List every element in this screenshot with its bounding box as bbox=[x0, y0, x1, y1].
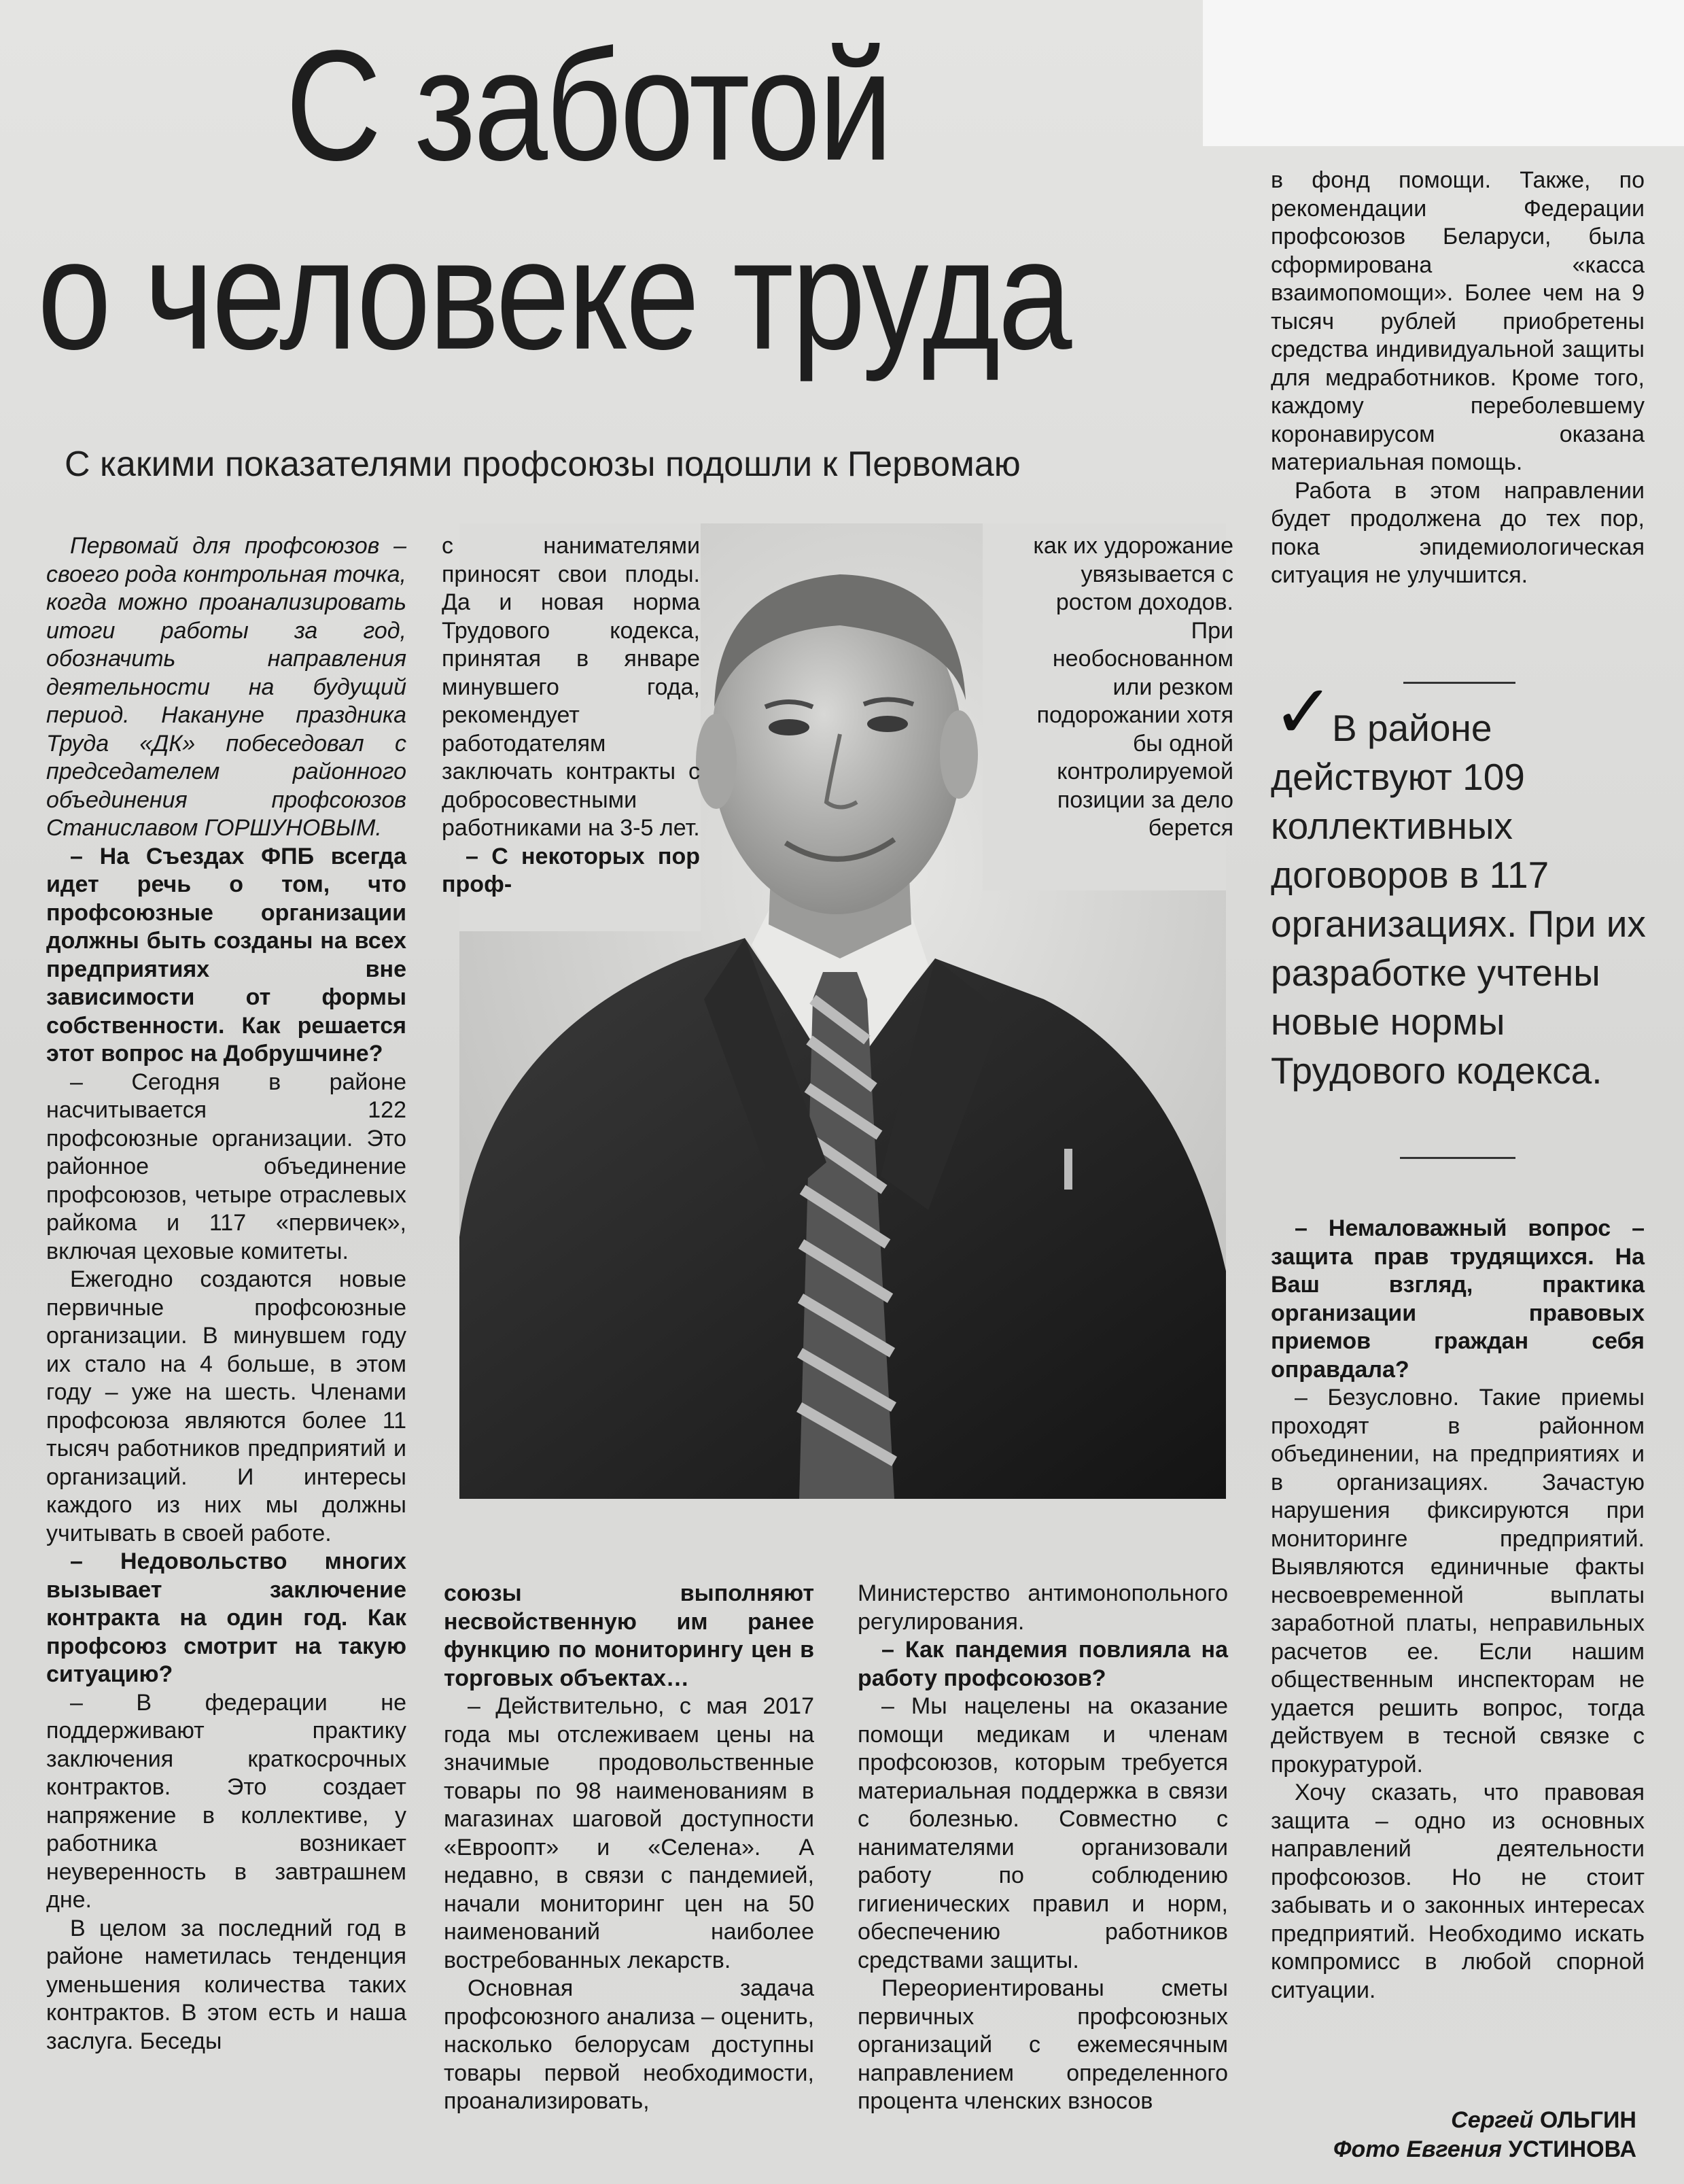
column-4-top bbox=[1271, 167, 1645, 590]
column-4-bottom bbox=[1271, 1215, 1645, 2005]
author-prefix: Сергей bbox=[1451, 2107, 1540, 2133]
question-3-start: – С некоторых пор проф- bbox=[442, 843, 700, 897]
column-3-continuation: Министерство антимонопольного регулирования. bbox=[858, 1580, 1228, 1635]
column-3-top bbox=[1016, 532, 1233, 843]
column-4-p2: Работа в этом направлении будет продолжена до тех пор, пока эпидемиологическая ситуация не улучшится. bbox=[1271, 477, 1645, 588]
headline-line-2: о человеке труда bbox=[37, 206, 1070, 383]
scan-blank-corner bbox=[1203, 0, 1684, 146]
quote-rule-top bbox=[1403, 682, 1515, 684]
answer-4-p1: – Мы нацелены на оказание помощи медикам и членам профсоюзов, которым требуется материальная поддержка в связи с болезнью. Совместно с нанимателями организовали работу по соблюдению гигиенических правил и норм, обеспечению работников средствами защиты. bbox=[858, 1693, 1228, 1973]
question-3-end: союзы выполняют несвойственную им ранее функцию по мониторингу цен в торговых объектах… bbox=[444, 1580, 814, 1691]
subtitle: С какими показателями профсоюзы подошли к Первомаю bbox=[65, 445, 1021, 484]
question-1: – На Съездах ФПБ всегда идет речь о том, что профсоюзные организации должны быть созданы на всех предприятиях вне зависимости от формы собственности. Как решается этот вопрос на Добрушчине? bbox=[46, 843, 406, 1067]
question-5: – Немаловажный вопрос – защита прав трудящихся. На Ваш взгляд, практика организации правовых приемов граждан себя оправдала? bbox=[1271, 1215, 1645, 1383]
photo-name: УСТИНОВА bbox=[1508, 2136, 1636, 2162]
answer-1-p2: Ежегодно создаются новые первичные профсоюзные организации. В минувшем году их стало на 4 больше, в этом году – уже на шесть. Членами профсоюза являются более 11 тысяч работников предприятий и организаций. И интересы каждого из них мы должны учитывать в своей работе. bbox=[46, 1266, 406, 1546]
answer-1-p1: – Сегодня в районе насчитывается 122 профсоюзные организации. Это районное объединение профсоюзов, четыре отраслевых райкома и 117 «первичек», включая цеховые комитеты. bbox=[46, 1069, 406, 1264]
answer-3-p2: Основная задача профсоюзного анализа – оценить, насколько белорусам доступны товары первой необходимости, проанализировать, bbox=[444, 1975, 814, 2114]
answer-4-p2: Переориентированы сметы первичных профсоюзных организаций с ежемесячным направлением определенного процента членских взносов bbox=[858, 1975, 1228, 2114]
answer-3-p1: – Действительно, с мая 2017 года мы отслеживаем цены на значимые продовольственные товары по 98 наименованиям в магазинах шаговой доступности «Евроопт» и «Селена». А недавно, в связи с пандемией, начали мониторинг цен на 50 наименований наиболее востребованных лекарств. bbox=[444, 1693, 814, 1973]
author-name: ОЛЬГИН bbox=[1539, 2107, 1636, 2133]
column-4-p1: в фонд помощи. Также, по рекомендации Федерации профсоюзов Беларуси, была сформирована «касса взаимопомощи». Более чем на 9 тысяч рублей приобретены средства индивидуальной защиты для медработников. Кроме того, каждому переболевшему коронавирусом оказана материальная помощь. bbox=[1271, 167, 1645, 475]
question-4: – Как пандемия повлияла на работу профсоюзов? bbox=[858, 1637, 1228, 1691]
column-2-top bbox=[442, 532, 700, 899]
photo-credit bbox=[1333, 2136, 1636, 2163]
column-2-top-text: с нанимателями приносят свои плоды. Да и новая норма Трудового кодекса, принятая в январе минувшего года, рекомендует работодателям заключать контракты с добросовестными работниками на 3-5 лет. bbox=[442, 533, 700, 841]
answer-5-p1: – Безусловно. Такие приемы проходят в районном объединении, на предприятиях и в организациях. Зачастую нарушения фиксируются при мониторинге предприятий. Выявляются единичные факты несвоевременной выплаты заработной платы, неправильных расчетов ее. Если нашим общественным инспекторам не удается решить вопрос, тогда действуем в тесной связке с прокуратурой. bbox=[1271, 1385, 1645, 1778]
answer-2-p2: В целом за последний год в районе наметилась тенденция уменьшения количества таких контрактов. В этом есть и наша заслуга. Беседы bbox=[46, 1915, 406, 2054]
answer-5-p2: Хочу сказать, что правовая защита – одно из основных направлений деятельности профсоюзов. Но не стоит забывать и о законных интересах предприятий. Необходимо искать компромисс в любой спорной ситуации. bbox=[1271, 1780, 1645, 2003]
column-3-bottom bbox=[858, 1580, 1228, 2116]
column-3-top-text: как их удорожание увязывается с ростом доходов. При необоснованном или резком подорожании хотя бы одной контролируемой позиции за дело берется bbox=[1033, 533, 1233, 841]
lead-paragraph: Первомай для профсоюзов – своего рода контрольная точка, когда можно проанализировать итоги работы за год, обозначить направления деятельности на будущий период. Накануне праздника Труда «ДК» побеседовал с председателем районного объединения профсоюзов Станиславом ГОРШУНОВЫМ. bbox=[46, 533, 406, 841]
pull-quote bbox=[1271, 704, 1651, 1095]
answer-2-p1: – В федерации не поддерживают практику заключения краткосрочных контрактов. Это создает напряжение в коллективе, у работника возникает неуверенность в завтрашнем дне. bbox=[46, 1689, 406, 1913]
pull-quote-text: В районе действуют 109 коллективных договоров в 117 организациях. При их разработке учтены новые нормы Трудового кодекса. bbox=[1271, 707, 1646, 1092]
question-2: – Недовольство многих вызывает заключение контракта на один год. Как профсоюз смотрит на такую ситуацию? bbox=[46, 1548, 406, 1687]
check-icon: ✓ bbox=[1272, 668, 1335, 755]
column-2-bottom bbox=[444, 1580, 814, 2116]
author-credit bbox=[1451, 2107, 1636, 2134]
headline-line-1: С заботой bbox=[285, 17, 891, 194]
quote-rule-bottom bbox=[1400, 1157, 1515, 1159]
column-1 bbox=[46, 532, 406, 2056]
photo-prefix: Фото Евгения bbox=[1333, 2136, 1509, 2162]
